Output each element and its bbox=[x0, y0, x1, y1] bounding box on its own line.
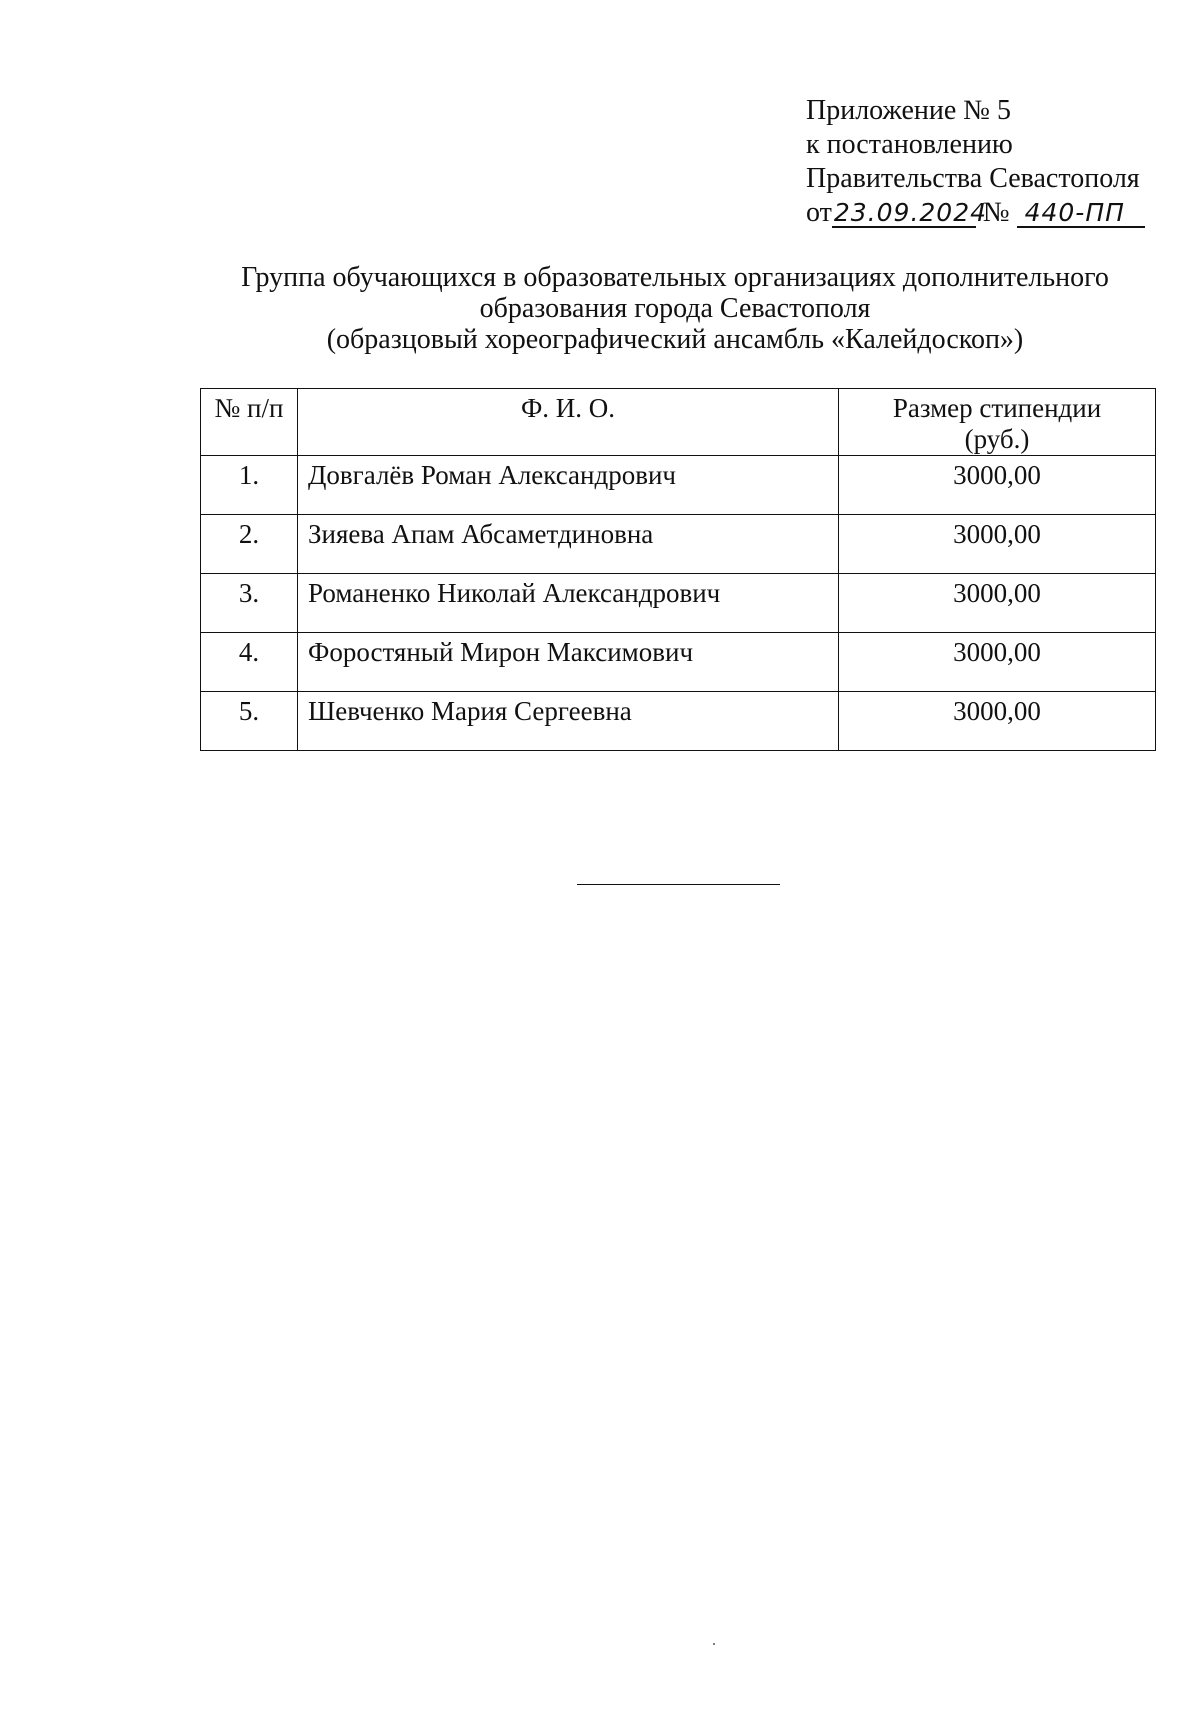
row-name: Зияева Апам Абсаметдиновна bbox=[298, 515, 839, 574]
end-of-document-line bbox=[577, 884, 780, 885]
appendix-block bbox=[806, 94, 1145, 230]
number-prefix: № bbox=[982, 197, 1010, 228]
header-amount bbox=[839, 389, 1156, 456]
table-row bbox=[201, 456, 1156, 515]
appendix-to-resolution: к постановлению bbox=[806, 129, 1013, 160]
table-row bbox=[201, 515, 1156, 574]
row-amount: 3000,00 bbox=[839, 633, 1156, 692]
table-row bbox=[201, 574, 1156, 633]
header-num: № п/п bbox=[201, 389, 298, 456]
appendix-title: Приложение № 5 bbox=[806, 95, 1011, 126]
row-num: 4. bbox=[201, 633, 298, 692]
handwritten-number: 440-ПП bbox=[1017, 200, 1145, 228]
date-prefix: от bbox=[806, 197, 832, 228]
scan-speck bbox=[713, 1643, 715, 1645]
title-line-3: (образцовый хореографический ансамбль «Калейдоскоп») bbox=[326, 324, 1024, 355]
row-num: 5. bbox=[201, 692, 298, 751]
row-amount: 3000,00 bbox=[839, 456, 1156, 515]
row-name: Шевченко Мария Сергеевна bbox=[298, 692, 839, 751]
row-num: 1. bbox=[201, 456, 298, 515]
row-name: Форостяный Мирон Максимович bbox=[298, 633, 839, 692]
row-amount: 3000,00 bbox=[839, 692, 1156, 751]
document-title bbox=[150, 262, 1200, 355]
row-name: Романенко Николай Александрович bbox=[298, 574, 839, 633]
table-row bbox=[201, 692, 1156, 751]
row-name: Довгалёв Роман Александрович bbox=[298, 456, 839, 515]
row-num: 3. bbox=[201, 574, 298, 633]
handwritten-date: 23.09.2024 bbox=[833, 198, 988, 227]
appendix-government: Правительства Севастополя bbox=[806, 163, 1140, 194]
table-row bbox=[201, 633, 1156, 692]
header-amount-line-2: (руб.) bbox=[964, 424, 1030, 454]
title-line-2: образования города Севастополя bbox=[479, 293, 871, 324]
header-name: Ф. И. О. bbox=[298, 389, 839, 456]
header-amount-line-1: Размер стипендии bbox=[892, 393, 1102, 423]
stipend-table bbox=[200, 388, 1156, 751]
row-num: 2. bbox=[201, 515, 298, 574]
appendix-date-line bbox=[806, 196, 1145, 230]
title-line-1: Группа обучающихся в образовательных организациях дополнительного bbox=[241, 262, 1109, 293]
table-header-row bbox=[201, 389, 1156, 456]
row-amount: 3000,00 bbox=[839, 574, 1156, 633]
row-amount: 3000,00 bbox=[839, 515, 1156, 574]
